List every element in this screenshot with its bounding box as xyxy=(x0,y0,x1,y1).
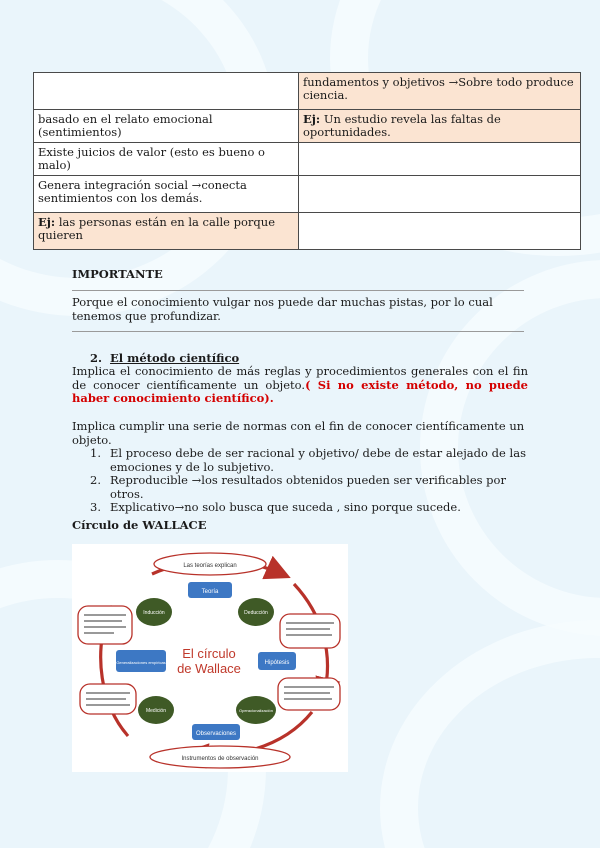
wallace-heading: Círculo de WALLACE xyxy=(72,518,207,532)
note-bottom-text: Instrumentos de observación xyxy=(181,756,259,762)
table-row xyxy=(34,110,581,143)
comparison-table xyxy=(33,72,581,250)
table-row xyxy=(34,176,581,213)
circle-deduction xyxy=(238,598,274,626)
list-item: 1. El proceso debe de ser racional y objetivo/ debe de estar alejado de las emociones y de lo subjetivo. xyxy=(90,446,526,474)
table-cell xyxy=(34,73,299,110)
table-cell xyxy=(299,143,581,176)
table-cell: Ej: las personas están en la calle porque quieren xyxy=(34,213,299,250)
table-cell xyxy=(299,213,581,250)
list-number: 3. xyxy=(90,500,101,514)
example-label: Ej: xyxy=(38,215,56,229)
steps-list xyxy=(90,447,526,515)
table-cell: Ej: Un estudio revela las faltas de oportunidades. xyxy=(299,110,581,143)
box-observations xyxy=(192,724,240,740)
box-observations-label: Observaciones xyxy=(195,731,237,737)
table-cell: fundamentos y objetivos →Sobre todo produce ciencia. xyxy=(299,73,581,110)
box-theory xyxy=(188,582,232,598)
metodo-paragraph-2: Implica cumplir una serie de normas con el fin de conocer científicamente un objeto. xyxy=(72,419,525,447)
table-row xyxy=(34,73,581,110)
divider xyxy=(72,290,524,291)
box-hypothesis-label: Hipótesis xyxy=(264,660,290,666)
table-row xyxy=(34,143,581,176)
table-cell xyxy=(299,176,581,213)
section-number: 2. xyxy=(90,351,103,365)
box-hypothesis xyxy=(258,652,296,670)
divider xyxy=(72,331,524,332)
wallace-diagram xyxy=(72,544,348,772)
diagram-title-line1: El círculo xyxy=(182,646,236,661)
circle-induction xyxy=(136,598,172,626)
circle-operationalization-label: Operacionalización xyxy=(238,708,274,713)
importante-text: Porque el conocimiento vulgar nos puede dar muchas pistas, por lo cual tenemos que profundizar. xyxy=(72,295,493,323)
box-theory-label: Teoría xyxy=(201,589,219,595)
circle-measurement-label: Medición xyxy=(145,708,167,714)
importante-heading: IMPORTANTE xyxy=(72,267,163,281)
top-note xyxy=(154,553,266,575)
table-row xyxy=(34,213,581,250)
circle-deduction-label: Deducción xyxy=(244,610,268,616)
diagram-title-line2: de Wallace xyxy=(177,661,241,676)
box-generalizations xyxy=(116,650,166,672)
list-number: 1. xyxy=(90,446,101,460)
red-note: ( Si no existe método, no puede haber conocimiento científico). xyxy=(72,377,528,405)
metodo-paragraph: Implica el conocimiento de más reglas y procedimientos generales con el fin de conocer científicamente un objeto.( Si no existe método, no puede haber conocimiento científico). xyxy=(72,364,528,405)
section-title-text: El método científico xyxy=(110,351,240,365)
circle-operationalization xyxy=(236,696,276,724)
table-cell: basado en el relato emocional (sentimientos) xyxy=(34,110,299,143)
circle-measurement xyxy=(138,696,174,724)
table-cell: Genera integración social →conecta sentimientos con los demás. xyxy=(34,176,299,213)
list-item: 2. Reproducible →los resultados obtenidos pueden ser verificables por otros. xyxy=(90,473,506,501)
table-cell: Existe juicios de valor (esto es bueno o malo) xyxy=(34,143,299,176)
box-generalizations-label: Generalizaciones empíricas xyxy=(116,660,166,665)
circle-induction-label: Inducción xyxy=(143,610,165,616)
example-label: Ej: xyxy=(303,112,321,126)
note-top-text: Las teorías explican xyxy=(183,563,237,569)
list-number: 2. xyxy=(90,473,101,487)
bottom-note xyxy=(150,746,290,768)
list-item: 3. Explicativo→no solo busca que suceda , sino porque sucede. xyxy=(90,500,461,514)
